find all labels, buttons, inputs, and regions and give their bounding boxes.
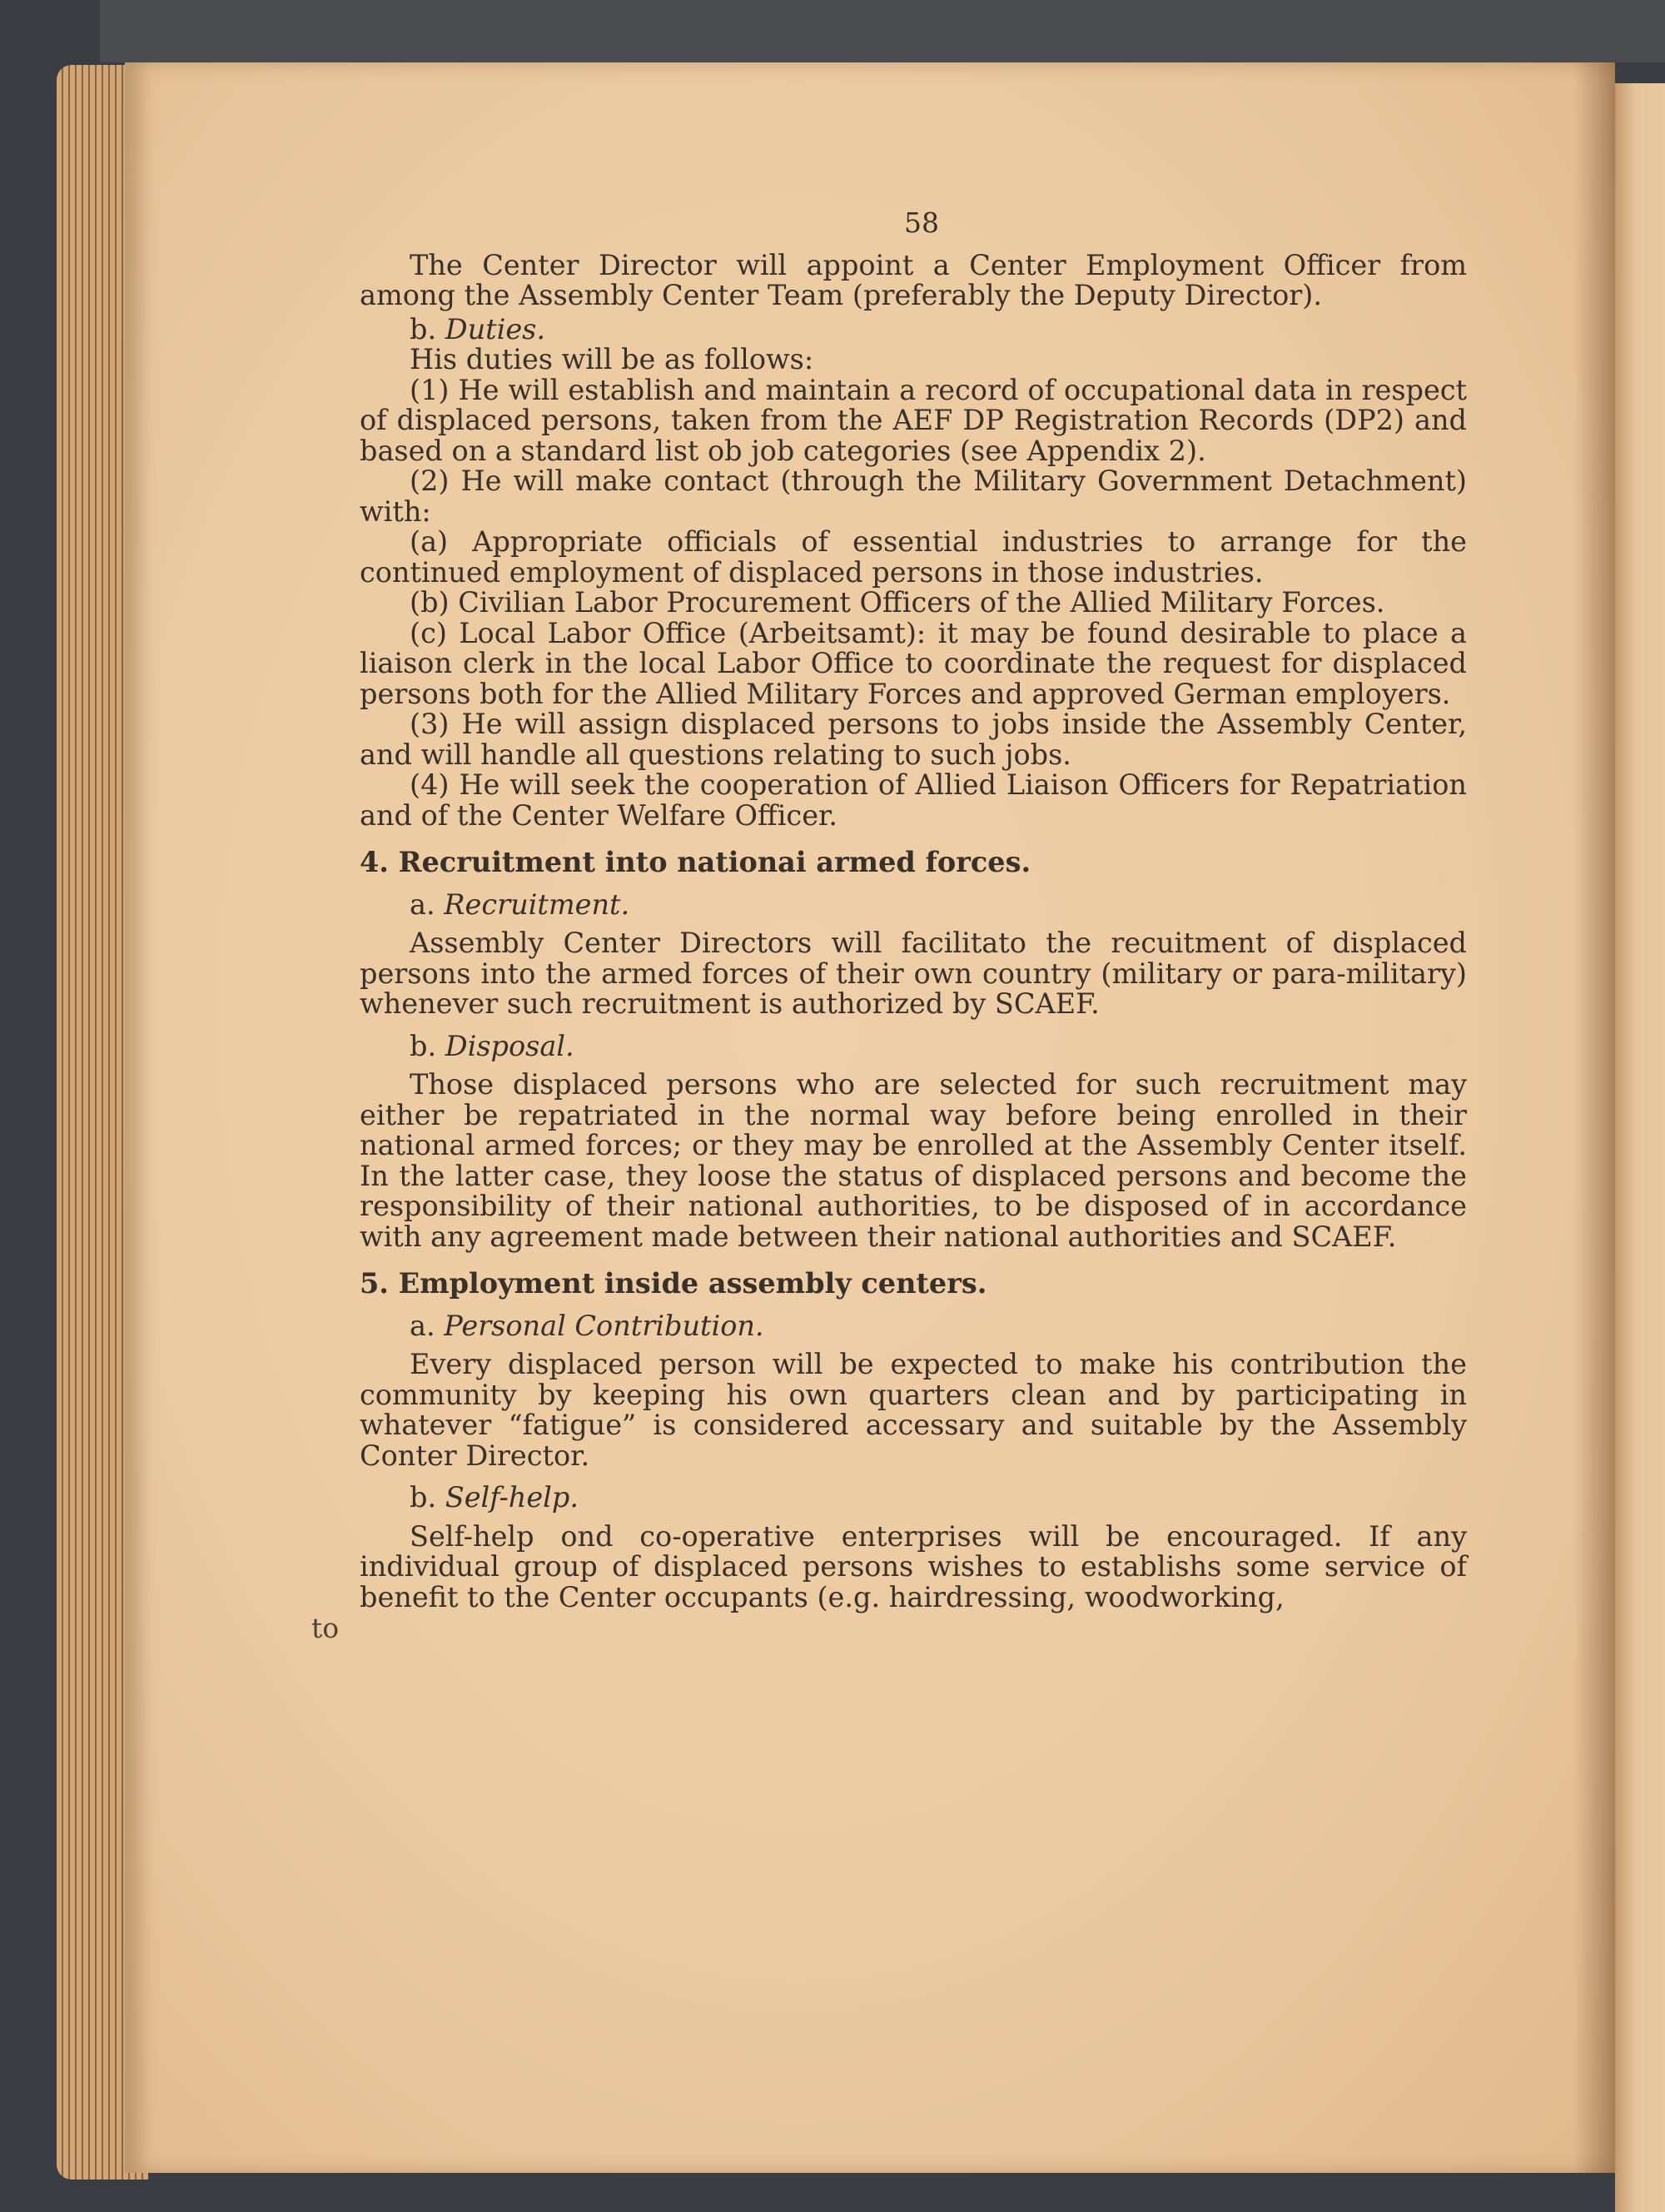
- margin-note: to: [311, 1612, 340, 1644]
- scan-background: [100, 0, 1665, 62]
- subsection-number: a.: [410, 887, 435, 921]
- paragraph: (a) Appropriate officials of essential industries to arrange for the continued employment of displaced persons in those industries.: [360, 525, 1467, 589]
- text-blocks: [360, 248, 1467, 1613]
- subsection-title: Self-help.: [445, 1481, 579, 1514]
- page-text: [360, 208, 1467, 1613]
- subsection-title: Disposal.: [445, 1029, 574, 1062]
- subsection-title: Duties.: [445, 312, 546, 345]
- subsection-heading: [360, 312, 1467, 345]
- paragraph: Those displaced persons who are selected for such recruitment may either be repatriated in the normal way before being enrolled in their national armed forces; or they may be enrolled at the Assembly Center itself. In the latter case, they loose the status of displaced persons and become the responsibility of their national authorities, to be disposed of in accordance with any agreement made between their national authorities and SCAEF.: [360, 1068, 1467, 1253]
- facing-page-edge: [1615, 83, 1665, 2212]
- subsection-heading: [360, 1031, 1467, 1062]
- section-heading: 4. Recruitment into nationai armed forces.: [360, 846, 1031, 878]
- paragraph: Assembly Center Directors will facilitato the recuitment of displaced persons into the armed forces of their own country (military or para-military) whenever such recruitment is authorized by SCAEF.: [360, 927, 1467, 1020]
- subsection-heading: [360, 1311, 1467, 1342]
- paragraph: (c) Local Labor Office (Arbeitsamt): it may be found desirable to place a liaison clerk in the local Labor Office to coordinate the request for displaced persons both for the Allied Military Forces and approved German employers.: [360, 616, 1467, 710]
- subsection-title: Personal Contribution.: [444, 1309, 764, 1342]
- paragraph: (2) He will make contact (through the Military Government Detachment) with:: [360, 465, 1467, 528]
- subsection-heading: [360, 1483, 1467, 1514]
- subsection-number: b.: [410, 1481, 437, 1514]
- subsection-number: a.: [410, 1309, 435, 1342]
- paragraph: Self-help ond co-operative enterprises will be encouraged. If any individual group of displaced persons wishes to establishs some service of benefit to the Center occupants (e.g. hairdressing, woodworking,: [360, 1519, 1467, 1613]
- paragraph: (3) He will assign displaced persons to jobs inside the Assembly Center, and will handle all questions relating to such jobs.: [360, 708, 1467, 771]
- subsection-number: b.: [410, 1029, 437, 1062]
- paragraph: His duties will be as follows:: [410, 343, 814, 375]
- page-number: 58: [904, 206, 939, 239]
- section-heading: 5. Employment inside assembly centers.: [360, 1267, 987, 1300]
- subsection-number: b.: [410, 312, 437, 345]
- page-number-wrap: [368, 208, 1475, 239]
- paragraph: The Center Director will appoint a Center Employment Officer from among the Assembly Center Team (preferably the Deputy Director).: [360, 248, 1467, 311]
- page-gutter-shadow: [1573, 62, 1615, 2173]
- paragraph: (4) He will seek the cooperation of Allied Liaison Officers for Repatriation and of the Center Welfare Officer.: [360, 768, 1467, 832]
- paragraph: (1) He will establish and maintain a record of occupational data in respect of displaced persons, taken from the AEF DP Registration Records (DP2) and based on a standard list ob job categories (see Appendix 2).: [360, 373, 1467, 467]
- subsection-title: Recruitment.: [444, 887, 630, 921]
- subsection-heading: [360, 887, 1467, 921]
- paragraph: (b) Civilian Labor Procurement Officers of the Allied Military Forces.: [410, 586, 1385, 619]
- paragraph: Every displaced person will be expected to make his contribution the community by keeping his own quarters clean and by participating in whatever “fatigue” is considered accessary and suitable by the Assembly Conter Director.: [360, 1348, 1467, 1472]
